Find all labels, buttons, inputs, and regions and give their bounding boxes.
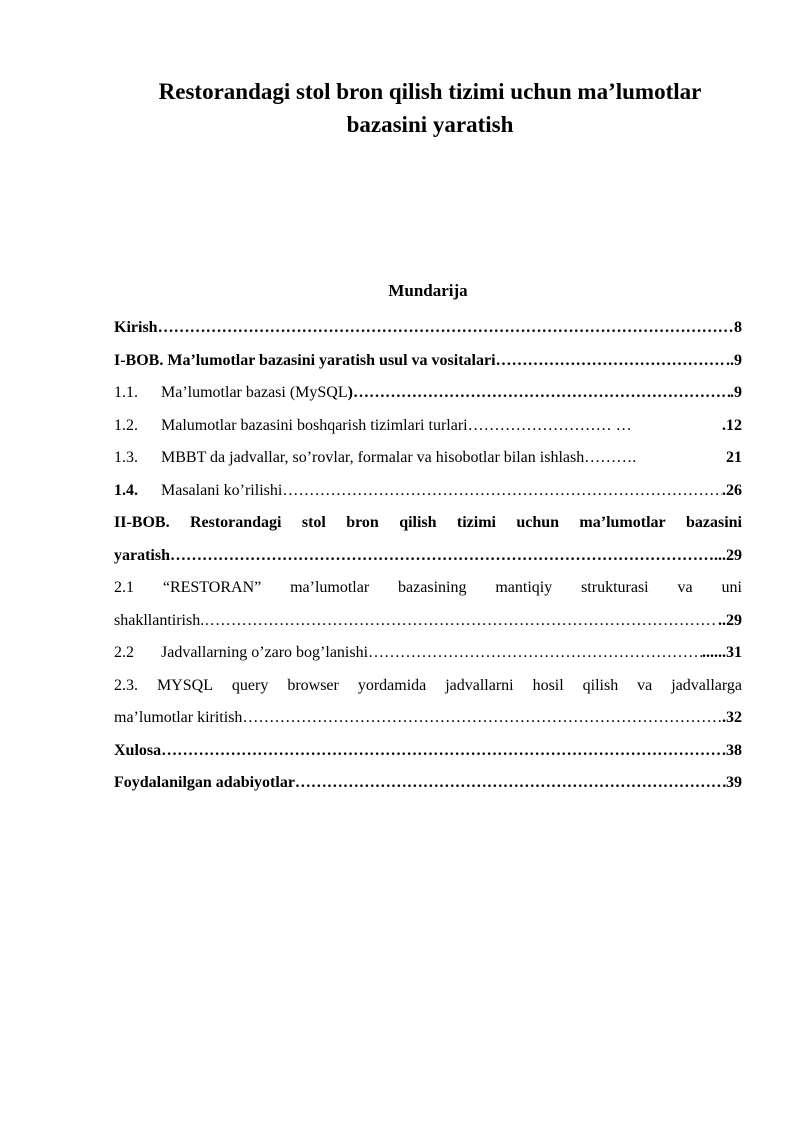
toc-entry-bob-2-word: stol: [301, 514, 326, 531]
toc-entry-2-3-word: MYSQL: [156, 676, 213, 694]
toc-leader: [170, 540, 714, 573]
document-title: [100, 75, 760, 141]
table-of-contents: [114, 312, 742, 800]
toc-entry-2-1-word: ma’lumotlar: [290, 579, 370, 596]
toc-entry-kirish: [114, 312, 742, 345]
toc-entry-title: MBBT da jadvallar, so’rovlar, formalar va hisobotlar bilan ishlash: [161, 449, 585, 466]
document-title-line-2: bazasini yaratish: [346, 112, 514, 137]
toc-entry-2-3-word: query: [231, 676, 269, 694]
toc-page-number: 39: [726, 774, 742, 791]
toc-entry-adabiyotlar: [114, 767, 742, 800]
toc-leader: [496, 345, 726, 378]
toc-entry-title: shakllantirish.: [114, 611, 205, 629]
toc-entry-title: Malumotlar bazasini boshqarish tizimlari turlari: [161, 416, 468, 434]
toc-entry-bob-1: [114, 345, 742, 378]
toc-entry-2-3-line-1: [114, 670, 742, 703]
toc-page-prefix: ..: [718, 611, 726, 629]
toc-entry-bob-2-word: qilish: [399, 514, 437, 531]
toc-entry-bob-2-word: bron: [346, 514, 379, 531]
toc-entry-number: 1.4.: [114, 481, 138, 499]
toc-leader: [158, 312, 734, 345]
toc-entry-title: Jadvallarning o’zaro bog’lanishi: [161, 644, 369, 661]
toc-entry-title: I-BOB. Ma’lumotlar bazasini yaratish usul va vositalari: [114, 351, 496, 369]
toc-entry-2-3-word: yordamida: [357, 676, 427, 694]
toc-entry-number: 2.2: [114, 644, 134, 661]
toc-entry-2-3-word: jadvallarni: [445, 676, 514, 694]
toc-entry-2-1-word: “RESTORAN”: [162, 579, 262, 596]
toc-leader: [242, 702, 722, 735]
toc-page-number: 9: [734, 351, 742, 369]
toc-page-number: 29: [726, 546, 742, 564]
toc-leader: [204, 605, 718, 638]
toc-entry-2-1-word: mantiqiy: [495, 579, 553, 596]
toc-entry-2-1-word: va: [677, 579, 693, 596]
toc-entry-bob-2-word: Restorandagi: [189, 514, 282, 531]
toc-page-prefix: .: [730, 384, 734, 401]
toc-entry-bob-2-word: bazasini: [685, 514, 742, 531]
toc-entry-bob-2-word: uchun: [516, 514, 560, 531]
toc-entry-2-1-line-1: [114, 572, 742, 605]
toc-entry-2-3-line-2: [114, 702, 742, 735]
toc-entry-title: Xulosa: [114, 741, 162, 759]
toc-entry-bob-2-line-2: [114, 540, 742, 573]
toc-entry-2-3-word: hosil: [532, 676, 564, 694]
toc-entry-title: Foydalanilgan adabiyotlar: [114, 774, 295, 791]
toc-entry-2-1-word: strukturasi: [581, 579, 649, 596]
toc-page-prefix: ...: [714, 546, 726, 564]
toc-entry-2-3-word: 2.3.: [114, 676, 138, 694]
toc-entry-title: Masalani ko’rilishi: [161, 481, 283, 499]
toc-entry-number: 1.3.: [114, 449, 138, 466]
toc-entry-bob-2-word: ma’lumotlar: [579, 514, 666, 531]
toc-leader: ……….: [584, 449, 637, 466]
toc-entry-2-1-line-2: [114, 605, 742, 638]
toc-page-prefix: ..: [726, 351, 734, 369]
toc-entry-2-2: [114, 637, 742, 670]
toc-page-number: 38: [726, 741, 742, 759]
toc-page-prefix: .: [722, 709, 726, 726]
toc-entry-2-3-word: va: [637, 676, 653, 694]
toc-heading: Mundarija: [388, 281, 468, 300]
toc-page-number: 12: [726, 416, 742, 434]
toc-entry-1-4: [114, 475, 742, 508]
toc-entry-title: Ma’lumotlar bazasi (MySQL: [161, 384, 348, 401]
toc-entry-title: ma’lumotlar kiritish: [114, 709, 243, 726]
toc-entry-xulosa: [114, 735, 742, 768]
toc-leader: [161, 735, 722, 768]
toc-leader: [295, 767, 726, 800]
toc-page-number: 31: [726, 644, 742, 661]
toc-entry-1-3: [114, 442, 742, 475]
toc-page-number: 9: [734, 384, 742, 401]
toc-page-number: 8: [734, 319, 742, 336]
toc-leader: [368, 637, 702, 670]
toc-entry-2-3-word: jadvallarga: [671, 676, 742, 694]
toc-page-number: 26: [726, 481, 742, 499]
toc-entry-bob-2-line-1: [114, 507, 742, 540]
toc-entry-2-1-word: 2.1: [114, 579, 134, 596]
toc-page-prefix: ......: [702, 644, 726, 661]
toc-entry-2-1-word: uni: [721, 579, 742, 596]
toc-leader: ……………………… …: [467, 416, 632, 434]
toc-entry-number: 1.2.: [114, 416, 138, 434]
toc-page-number: 32: [726, 709, 742, 726]
toc-leader: [353, 377, 730, 410]
toc-entry-1-2: [114, 410, 742, 443]
toc-page-prefix: .: [722, 416, 726, 434]
toc-entry-2-1-word: bazasining: [398, 579, 467, 596]
toc-entry-bob-2-word: tizimi: [456, 514, 496, 531]
toc-page-prefix: .: [722, 481, 726, 499]
toc-entry-bob-2-word: II-BOB.: [114, 514, 170, 531]
toc-entry-1-1: [114, 377, 742, 410]
toc-entry-2-3-word: qilish: [582, 676, 619, 694]
toc-entry-title: Kirish: [114, 319, 158, 336]
toc-entry-2-3-word: browser: [287, 676, 339, 694]
toc-page-number: 29: [726, 611, 742, 629]
toc-page-number: 21: [726, 449, 742, 466]
toc-entry-title-tail: ): [347, 384, 353, 401]
toc-entry-number: 1.1.: [114, 384, 138, 401]
toc-page-prefix: .: [722, 741, 726, 759]
toc-entry-title: yaratish: [114, 546, 170, 564]
toc-leader: [282, 475, 722, 508]
document-title-line-1: Restorandagi stol bron qilish tizimi uchun ma’lumotlar: [158, 79, 702, 104]
